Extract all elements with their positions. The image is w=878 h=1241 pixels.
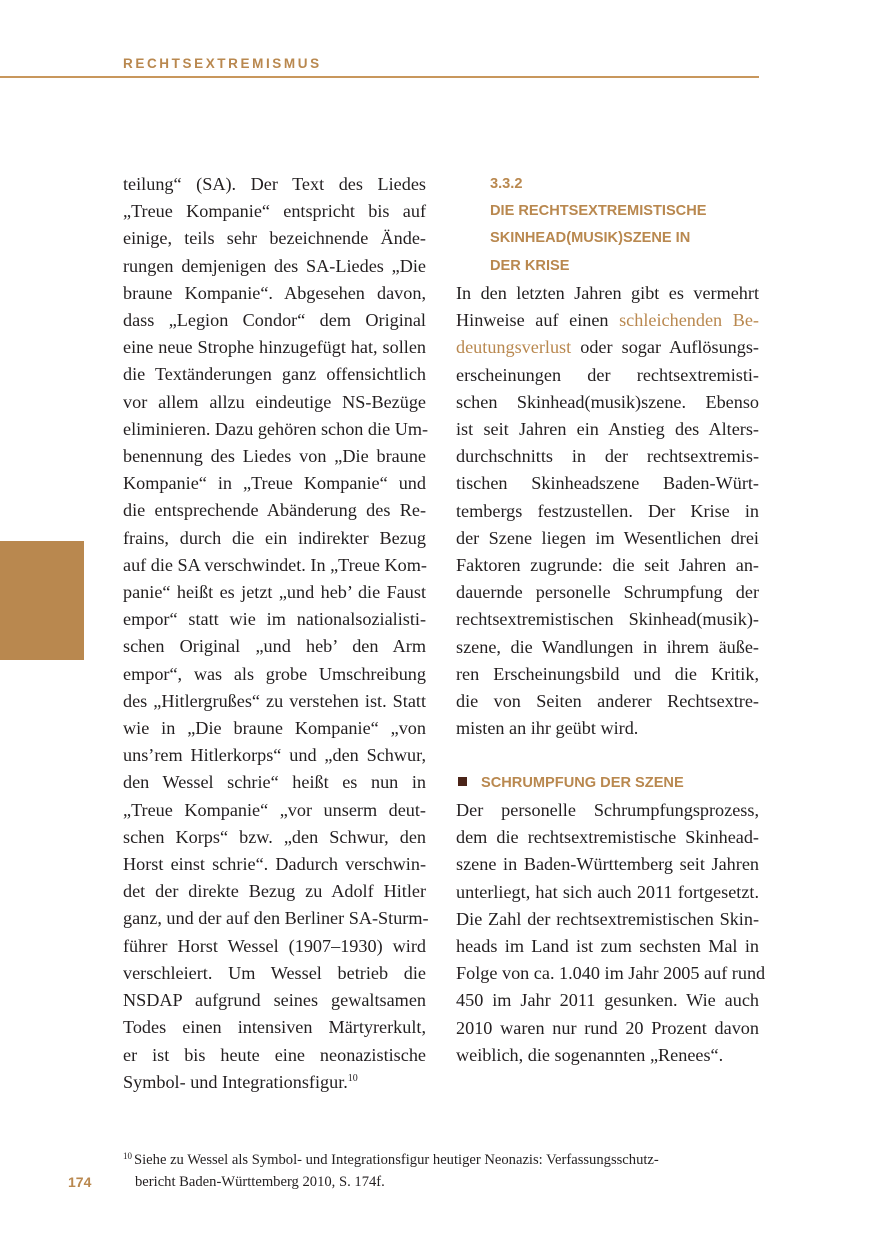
shrinkage-paragraph <box>456 797 766 1069</box>
footnote-line: bericht Baden-Württemberg 2010, S. 174f. <box>135 1174 385 1190</box>
text-line: benennung des Liedes von „Die braune <box>123 446 426 467</box>
text-line: dauernde personelle Schrumpfung der <box>456 582 759 603</box>
text-line: durchschnitts in der rechtsextremis- <box>456 446 759 467</box>
text-line: rungen demjenigen des SA-Liedes „Die <box>123 255 426 276</box>
text-line: heads im Land ist zum sechsten Mal in <box>456 936 759 957</box>
text-line: dass „Legion Condor“ dem Original <box>123 310 426 331</box>
text-line: In den letzten Jahren gibt es vermehrt <box>456 283 759 303</box>
text-line: szene, die Wandlungen in ihrem äuße- <box>456 636 759 657</box>
text-line: unterliegt, hat sich auch 2011 fortgesetzt. <box>456 881 759 902</box>
text-line: rechtsextremistischen Skinhead(musik)- <box>456 609 759 630</box>
text-line: er ist bis heute eine neonazistische <box>123 1044 426 1065</box>
text-line: ganz, und der auf den Berliner SA-Sturm- <box>123 908 429 929</box>
text-line: Folge von ca. 1.040 im Jahr 2005 auf rund <box>456 963 766 984</box>
running-head-title: RECHTSEXTREMISMUS <box>123 56 322 71</box>
text-line: Die Zahl der rechtsextremistischen Skin- <box>456 908 759 929</box>
text-line: die entsprechende Abänderung des Re- <box>123 500 426 521</box>
text-line: den Wessel schrie“ heißt es nun in <box>123 772 426 793</box>
text-line: „Treue Kompanie“ „vor unserm deut- <box>123 799 426 820</box>
text-line: tembergs festzustellen. Der Krise in <box>456 500 759 521</box>
subheading <box>456 770 684 797</box>
text-line: einige, teils sehr bezeichnende Ände- <box>123 228 426 249</box>
text-line: Kompanie“ in „Treue Kompanie“ und <box>123 473 426 494</box>
section-heading <box>490 171 760 280</box>
text-line: empor“ statt wie im nationalsozialisti- <box>123 609 426 630</box>
text-line: Der personelle Schrumpfungsprozess, <box>456 800 759 820</box>
section-title-line: DER KRISE <box>490 257 570 274</box>
footnote-number: 10 <box>123 1151 132 1161</box>
text-line: ren Erscheinungsbild und die Kritik, <box>456 663 759 684</box>
text-line-content: Symbol- und Integrationsfigur. <box>123 1071 348 1092</box>
text-line: 450 im Jahr 2011 gesunken. Wie auch <box>456 990 759 1011</box>
square-bullet-icon <box>458 777 467 786</box>
text-line: die von Seiten anderer Rechtsextre- <box>456 691 759 712</box>
text-line: szene in Baden-Württemberg seit Jahren <box>456 854 759 875</box>
text-line: der Szene liegen im Wesentlichen drei <box>456 527 759 548</box>
text-line-last: misten an ihr geübt wird. <box>456 718 639 739</box>
text-line: erscheinungen der rechtsextremisti- <box>456 364 759 385</box>
highlighted-term: schleichenden Be- <box>619 310 759 331</box>
section-title-line: SKINHEAD(MUSIK)SZENE IN <box>490 230 691 247</box>
text-line-highlight <box>456 307 759 334</box>
text-line-last <box>123 1069 426 1096</box>
text-line: auf die SA verschwindet. In „Treue Kom- <box>123 554 427 575</box>
text-run: oder sogar Auflösungs- <box>571 337 759 358</box>
text-line: empor“, was als grobe Umschreibung <box>123 663 426 684</box>
footnote <box>123 1145 763 1193</box>
text-line: eine neue Strophe hinzugefügt hat, sollen <box>123 337 426 358</box>
footnote-reference[interactable]: 10 <box>347 1072 358 1084</box>
text-line: schen Original „und heb’ den Arm <box>123 636 426 657</box>
text-line: tischen Skinheadszene Baden-Würt- <box>456 473 759 494</box>
text-line: teilung“ (SA). Der Text des Liedes <box>123 174 426 194</box>
subheading-label: SCHRUMPFUNG DER SZENE <box>481 775 684 791</box>
text-run: Hinweise auf einen <box>456 310 620 331</box>
highlighted-term: deutungsverlust <box>456 337 572 358</box>
text-line: verschleiert. Um Wessel betrieb die <box>123 962 426 983</box>
text-line: schen Korps“ bzw. „den Schwur, den <box>123 826 426 847</box>
text-line: 2010 waren nur rund 20 Prozent davon <box>456 1017 759 1038</box>
text-line: Faktoren zugrunde: die seit Jahren an- <box>456 555 759 576</box>
text-line: det der direkte Bezug zu Adolf Hitler <box>123 881 426 902</box>
text-line: wie in „Die braune Kompanie“ „von <box>123 718 426 739</box>
footnote-line <box>123 1145 763 1171</box>
text-line: dem die rechtsextremistische Skinhead- <box>456 827 759 848</box>
text-line: braune Kompanie“. Abgesehen davon, <box>123 282 426 303</box>
text-line: eliminieren. Dazu gehören schon die Um- <box>123 418 429 439</box>
text-line-highlight <box>456 334 759 361</box>
text-line: die Textänderungen ganz offensichtlich <box>123 364 426 385</box>
text-line: schen Skinhead(musik)szene. Ebenso <box>456 391 759 412</box>
intro-paragraph <box>456 280 759 742</box>
text-line: des „Hitlergrußes“ zu verstehen ist. Statt <box>123 690 426 711</box>
section-number: 3.3.2 <box>490 176 523 192</box>
text-line: führer Horst Wessel (1907–1930) wird <box>123 935 426 956</box>
header-rule <box>0 76 759 78</box>
text-line: „Treue Kompanie“ entspricht bis auf <box>123 201 426 222</box>
text-line-last: weiblich, die sogenannten „Renees“. <box>456 1044 724 1065</box>
text-line: Horst einst schrie“. Dadurch verschwin- <box>123 854 426 875</box>
left-text-column <box>123 171 429 1096</box>
page-number: 174 <box>68 1174 92 1190</box>
section-title-line: DIE RECHTSEXTREMISTISCHE <box>490 203 707 220</box>
text-line: vor allem allzu eindeutige NS-Bezüge <box>123 391 426 412</box>
text-line: Todes einen intensiven Märtyrerkult, <box>123 1017 426 1038</box>
chapter-side-tab <box>0 541 84 660</box>
text-line: ist seit Jahren ein Anstieg des Alters- <box>456 419 759 440</box>
text-line: frains, durch die ein indirekter Bezug <box>123 527 426 548</box>
text-line: panie“ heißt es jetzt „und heb’ die Faust <box>123 582 426 603</box>
text-line: uns’rem Hitlerkorps“ und „den Schwur, <box>123 745 426 766</box>
text-line: NSDAP aufgrund seines gewaltsamen <box>123 990 426 1011</box>
footnote-text: Siehe zu Wessel als Symbol- und Integrationsfigur heutiger Neonazis: Verfassungsschutz- <box>134 1152 659 1168</box>
